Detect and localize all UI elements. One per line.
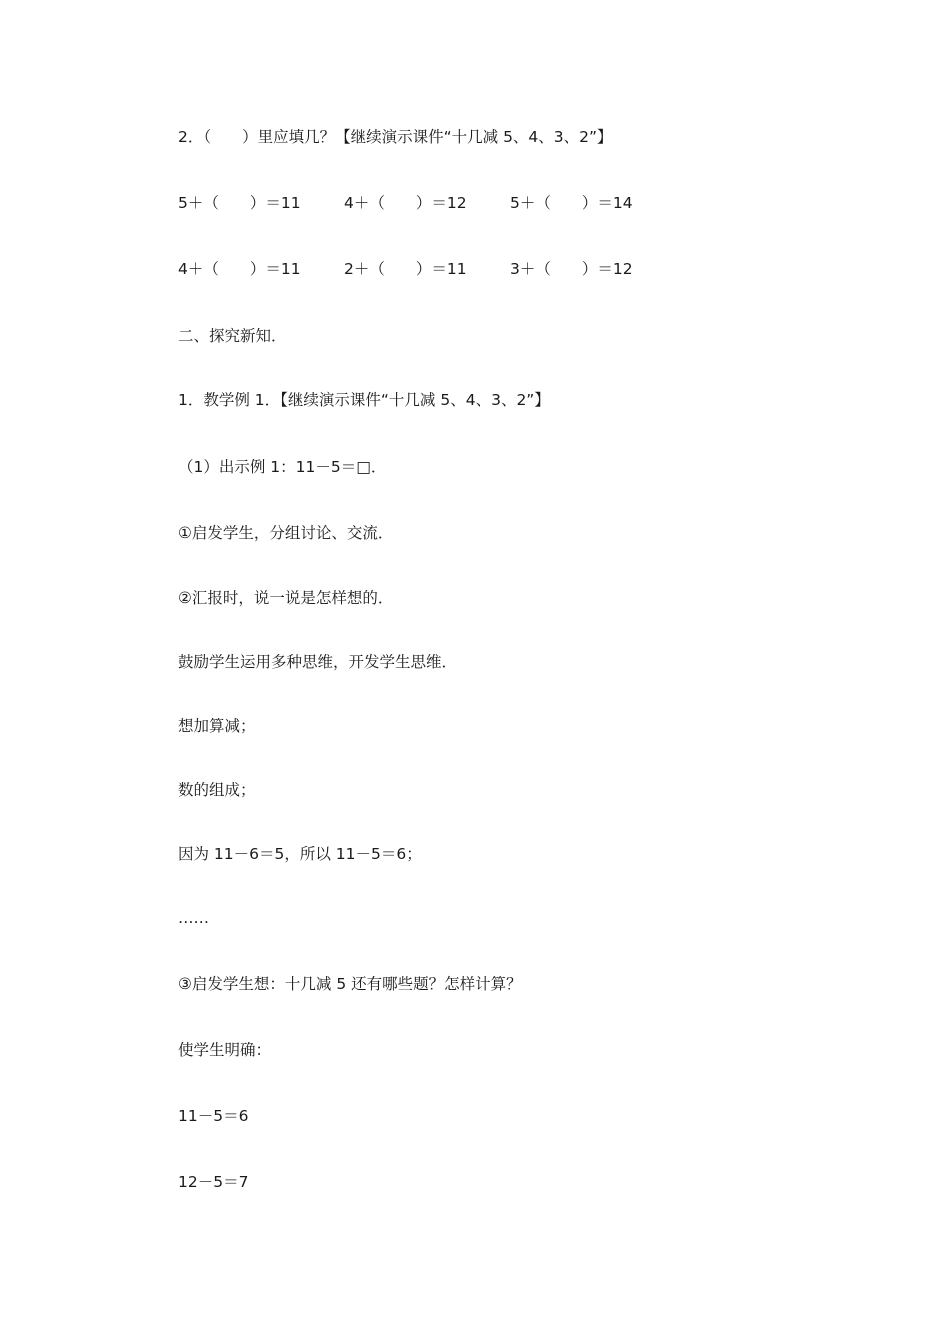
equation: 3＋（ ）＝12: [510, 260, 633, 278]
question-2-heading: 2．（ ）里应填几？【继续演示课件“十几减 5、4、3、2”】: [178, 128, 613, 146]
equation: 5＋（ ）＝11: [178, 194, 301, 212]
equation: 2＋（ ）＝11: [344, 260, 467, 278]
equation: 5＋（ ）＝14: [510, 194, 633, 212]
equation-row-1: [178, 192, 633, 214]
equation: 11－5＝6: [178, 1107, 249, 1125]
paragraph: 鼓励学生运用多种思维，开发学生思维．: [178, 653, 458, 671]
equation-row-2: [178, 258, 633, 280]
section-heading: 二、探究新知．: [178, 327, 287, 345]
ellipsis: ……: [178, 909, 209, 927]
equation: 12－5＝7: [178, 1173, 249, 1191]
paragraph: 数的组成；: [178, 781, 256, 799]
paragraph: 想加算减；: [178, 717, 256, 735]
paragraph: 使学生明确：: [178, 1041, 272, 1059]
paragraph: （1）出示例 1：11－5＝□．: [178, 458, 387, 476]
paragraph: ①启发学生，分组讨论、交流．: [178, 524, 394, 542]
paragraph: ②汇报时，说一说是怎样想的．: [178, 589, 394, 607]
paragraph: 因为 11－6＝5，所以 11－5＝6；: [178, 845, 422, 863]
example-1-heading: 1．教学例 1．【继续演示课件“十几减 5、4、3、2”】: [178, 391, 550, 409]
paragraph: ③启发学生想：十几减 5 还有哪些题？怎样计算？: [178, 975, 522, 993]
equation: 4＋（ ）＝11: [178, 260, 301, 278]
equation: 4＋（ ）＝12: [344, 194, 467, 212]
